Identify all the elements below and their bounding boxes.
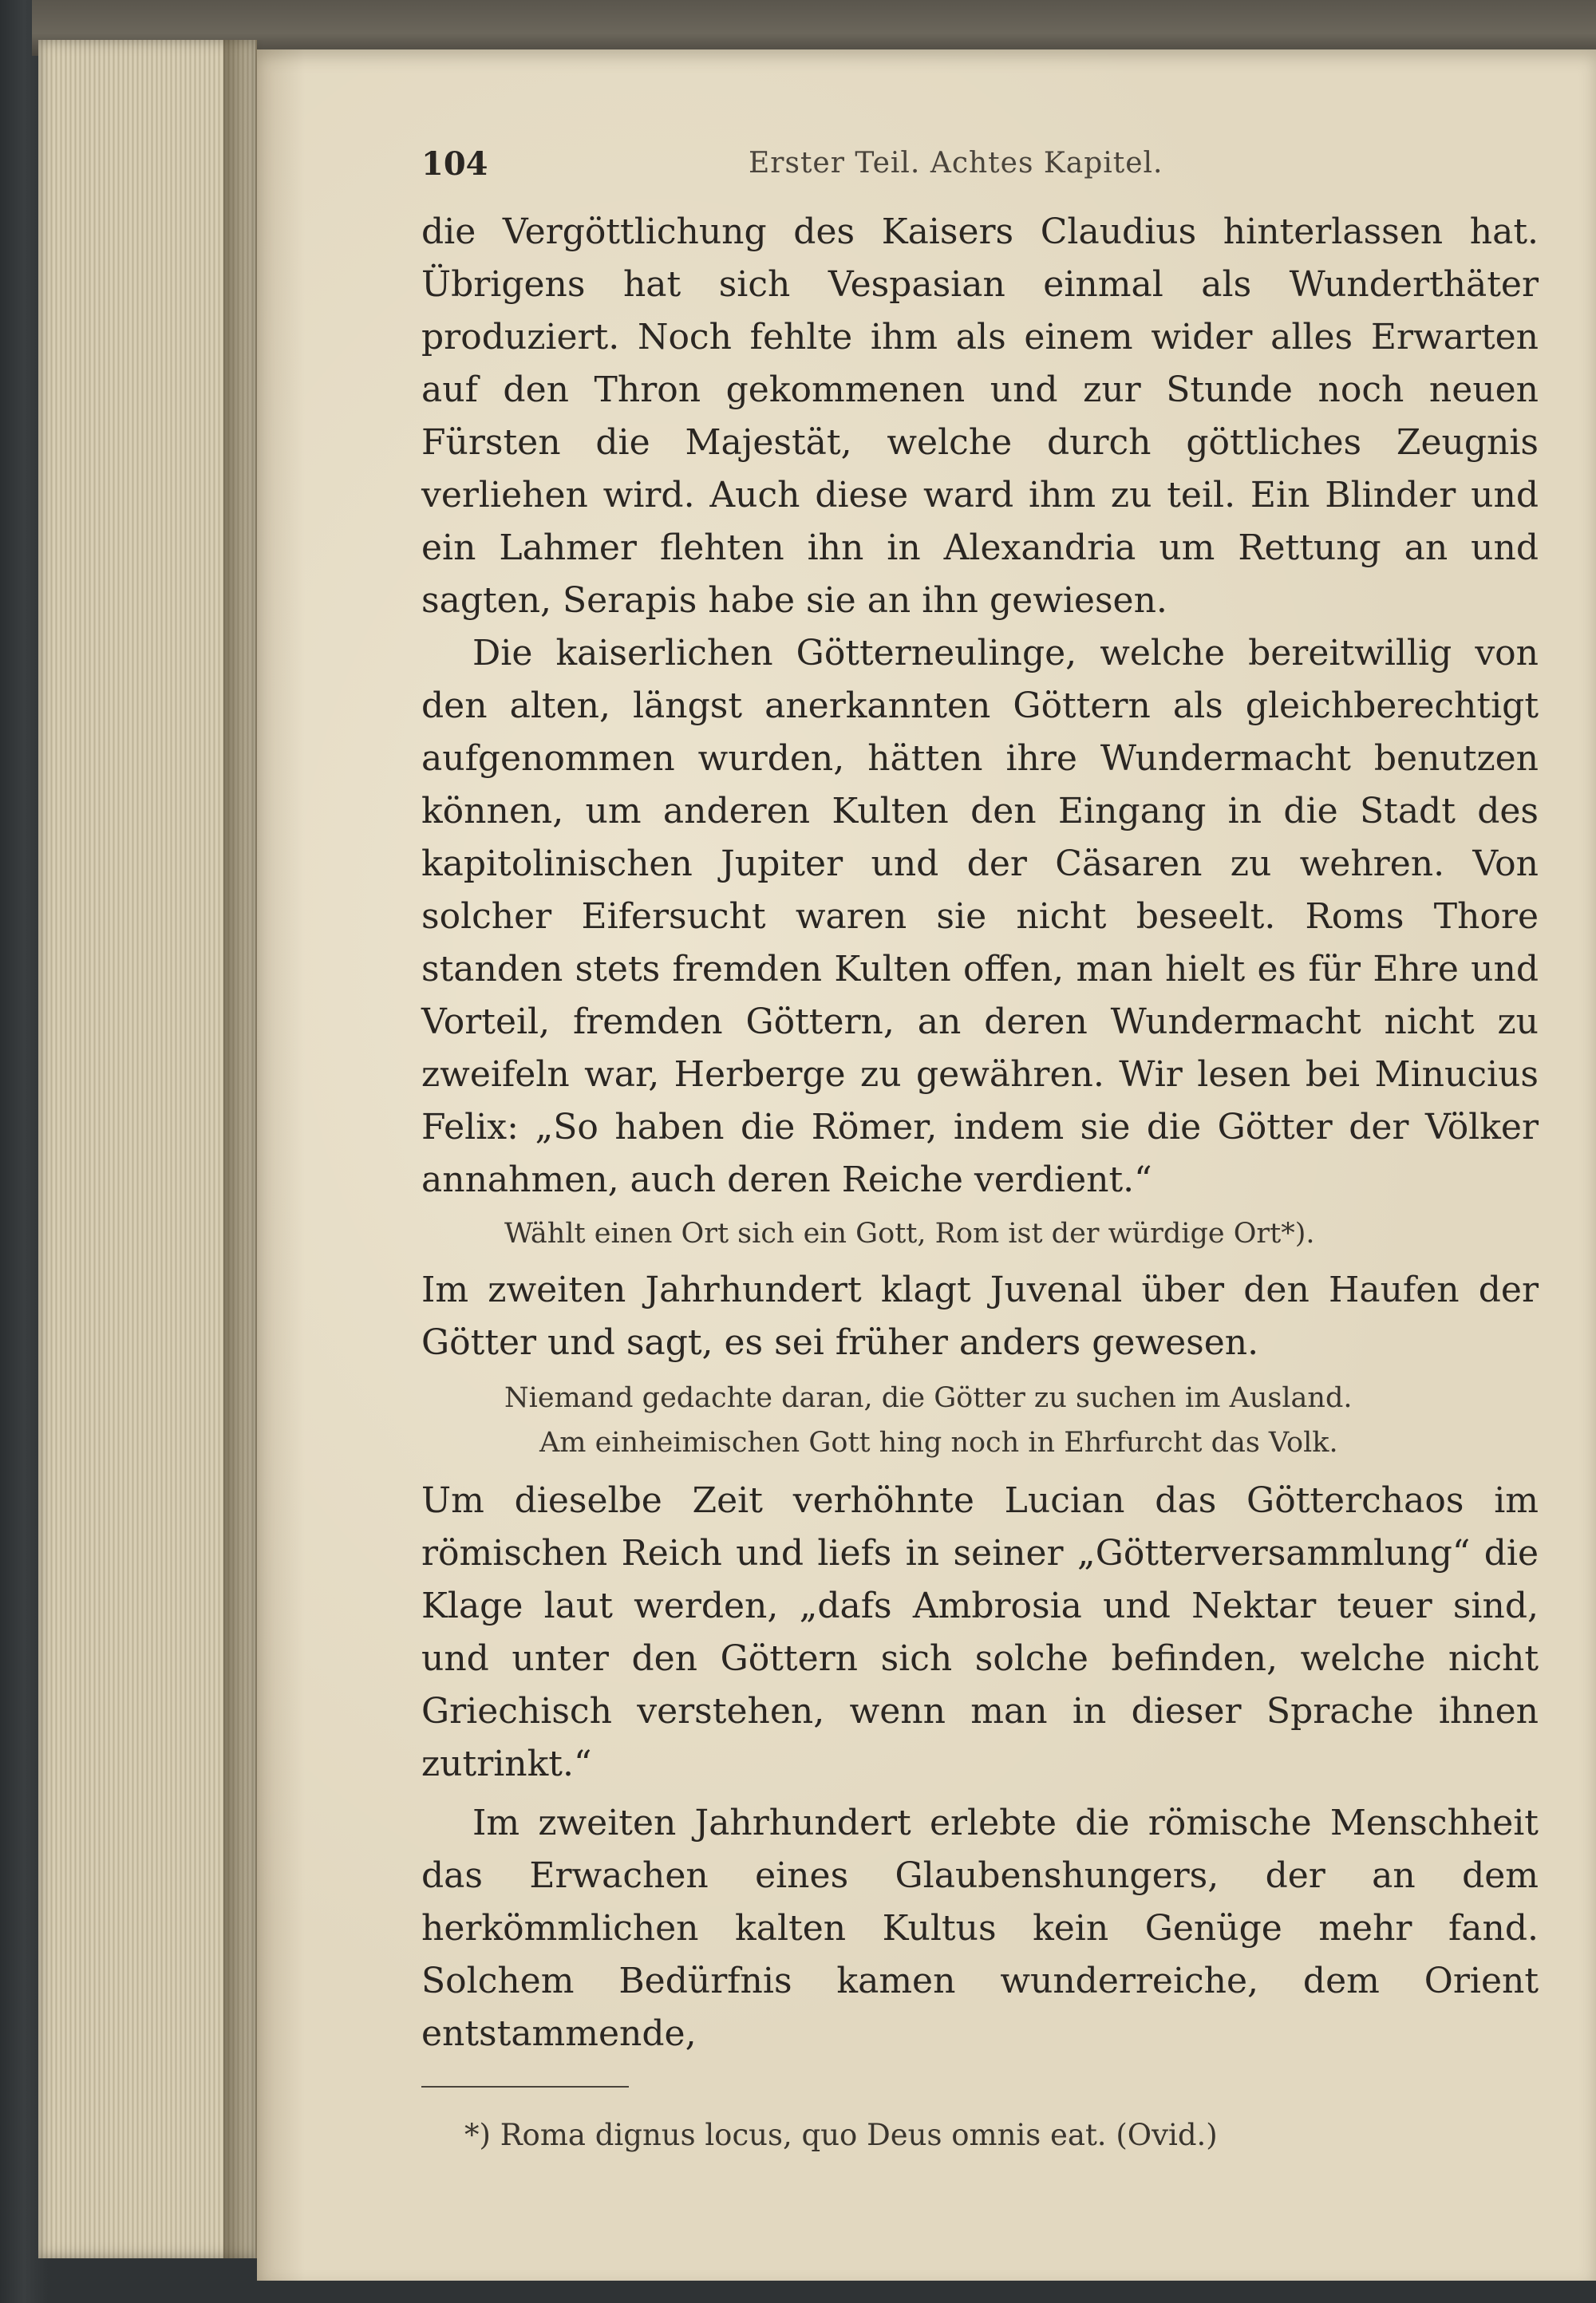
paragraph: Im zweiten Jahrhundert erlebte die römische Menschheit das Erwachen eines Glaubenshungers, der an dem herkömmlichen kalten Kultus kein Genüge mehr fand. Solchem Bedürfnis kamen wunderreiche, dem Orient entstammende,: [421, 1803, 1539, 2054]
paragraph: Die kaiserlichen Götterneulinge, welche bereitwillig von den alten, längst anerkannten Göttern als gleichberechtigt aufgenommen wurden, hätten ihre Wundermacht benutzen können, um anderen Kulten den Eingang in die Stadt des kapitolinischen Jupiter und der Cäsaren zu wehren. Von solcher Eifersucht waren sie nicht beseelt. Roms Thore standen stets fremden Kulten offen, man hielt es für Ehre und Vorteil, fremden Göttern, an deren Wundermacht nicht zu zweifeln war, Herberge zu gewähren. Wir lesen bei Minucius Felix: „So haben die Römer, indem sie die Götter der Völker annahmen, auch deren Reiche verdient.“: [421, 633, 1539, 1200]
book-page: [257, 49, 1596, 2281]
chapter-title: Erster Teil. Achtes Kapitel.: [749, 147, 1163, 180]
page-body: [421, 206, 1539, 2060]
footnote-rule: [421, 2086, 629, 2088]
verse-line: Am einheimischen Gott hing noch in Ehrfurcht das Volk.: [539, 1427, 1338, 1459]
verse-quote: [421, 1376, 1539, 1465]
paragraph: Um dieselbe Zeit verhöhnte Lucian das Götterchaos im römischen Reich und liefs in seiner „Götterversammlung“ die Klage laut werden, „dafs Ambrosia und Nektar teuer sind, und unter den Göttern sich solche befinden, welche nicht Griechisch verstehen, wenn man in dieser Sprache ihnen zutrinkt.“: [421, 1480, 1539, 1784]
footnote: *) Roma dignus locus, quo Deus omnis eat. (Ovid.): [464, 2118, 1218, 2152]
verse-quote: [421, 1211, 1539, 1256]
verse-line: Niemand gedachte daran, die Götter zu suchen im Ausland.: [504, 1382, 1353, 1414]
verse-line: Wählt einen Ort sich ein Gott, Rom ist der würdige Ort*).: [504, 1218, 1315, 1250]
paragraph: die Vergöttlichung des Kaisers Claudius hinterlassen hat. Übrigens hat sich Vespasian einmal als Wunderthäter produziert. Noch fehlte ihm als einem wider alles Erwarten auf den Thron gekommenen und zur Stunde noch neuen Fürsten die Majestät, welche durch göttliches Zeugnis verliehen wird. Auch diese ward ihm zu teil. Ein Blinder und ein Lahmer flehten ihn in Alexandria um Rettung an und sagten, Serapis habe sie an ihn gewiesen.: [421, 211, 1539, 621]
running-head: [421, 145, 1523, 193]
book-cover-top-edge: [32, 0, 1596, 56]
paragraph: Im zweiten Jahrhundert klagt Juvenal über den Haufen der Götter und sagt, es sei früher anders gewesen.: [421, 1270, 1539, 1363]
page-number: 104: [421, 145, 488, 183]
